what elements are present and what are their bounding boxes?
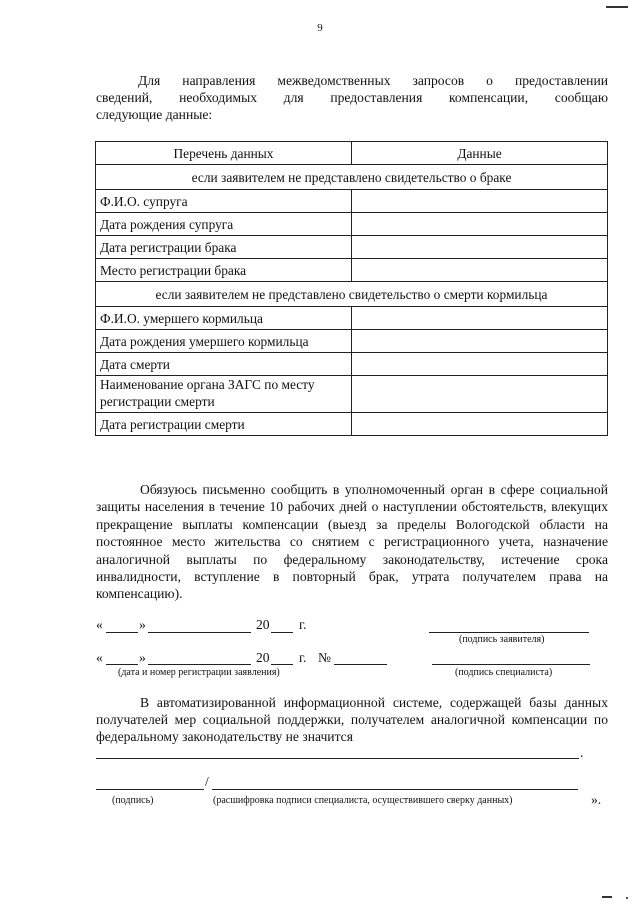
row-value-cell[interactable] (352, 353, 608, 376)
applicant-signature-caption: (подпись заявителя) (459, 634, 545, 645)
table-row (96, 213, 608, 236)
row-label: Дата рождения умершего кормильца (96, 330, 352, 353)
table-row (96, 330, 608, 353)
row-value-cell[interactable] (352, 213, 608, 236)
row-value-cell[interactable] (352, 307, 608, 330)
section-title-marriage: если заявителем не представлено свидетельство о браке (96, 165, 608, 190)
data-table (95, 141, 608, 436)
table-row (96, 413, 608, 436)
row-label: Ф.И.О. умершего кормильца (96, 307, 352, 330)
intro-line-2: сведений, необходимых для предоставления компенсации, сообщаю (96, 90, 608, 105)
table-header-row (96, 142, 608, 165)
date1-close-quote: » (139, 617, 146, 632)
intro-line-3: следующие данные: (96, 107, 213, 122)
page-number: 9 (317, 22, 323, 34)
closing-quote: ». (591, 792, 602, 807)
header-list-of-data: Перечень данных (96, 142, 352, 165)
registration-number-field[interactable] (334, 664, 387, 665)
signature-decoding-field[interactable] (212, 789, 578, 790)
scan-mark-top (606, 6, 628, 8)
scan-dot (626, 897, 628, 899)
table-row (96, 307, 608, 330)
specialist-signature-caption: (подпись специалиста) (455, 667, 553, 678)
intro-paragraph (96, 72, 608, 123)
date2-year-field[interactable] (271, 664, 293, 665)
table-row (96, 259, 608, 282)
row-label: Дата регистрации смерти (96, 413, 352, 436)
date1-day-field[interactable] (106, 632, 138, 633)
date2-open-quote: « (96, 650, 103, 665)
date1-year-field[interactable] (271, 632, 293, 633)
date2-day-field[interactable] (106, 664, 138, 665)
row-label: Место регистрации брака (96, 259, 352, 282)
number-sign: № (318, 650, 331, 665)
row-label: Наименование органа ЗАГС по месту регистрации смерти (96, 376, 352, 413)
intro-line-1: Для направления межведомственных запросов о предоставлении (138, 73, 608, 88)
table-row (96, 353, 608, 376)
row-value-cell[interactable] (352, 236, 608, 259)
date2-caption: (дата и номер регистрации заявления) (118, 667, 280, 678)
verification-text: В автоматизированной информационной системе, содержащей базы данных получателей мер социальной поддержки, получателем аналогичной компенсации по федеральному законодательству не значится (96, 695, 608, 744)
verification-paragraph (96, 694, 608, 745)
scan-mark-bottom (602, 896, 612, 898)
section-title-death: если заявителем не представлено свидетельство о смерти кормильца (96, 282, 608, 307)
row-label: Дата регистрации брака (96, 236, 352, 259)
obligation-paragraph (96, 481, 608, 603)
caption-signature: (подпись) (112, 795, 154, 806)
header-data: Данные (352, 142, 608, 165)
date1-open-quote: « (96, 617, 103, 632)
date1-year-prefix: 20 (256, 617, 270, 632)
verification-end: . (580, 745, 584, 760)
row-value-cell[interactable] (352, 190, 608, 213)
row-label: Ф.И.О. супруга (96, 190, 352, 213)
section-row-death (96, 282, 608, 307)
slash-separator: / (205, 774, 209, 789)
date1-month-field[interactable] (148, 632, 251, 633)
table-row (96, 190, 608, 213)
caption-decoding: (расшифровка подписи специалиста, осуществившего сверку данных) (213, 795, 513, 806)
date1-year-suffix: г. (299, 617, 307, 632)
verification-continuation-line[interactable] (96, 758, 579, 759)
row-value-cell[interactable] (352, 330, 608, 353)
row-value-cell[interactable] (352, 413, 608, 436)
specialist-signature-field[interactable] (96, 789, 204, 790)
row-label: Дата рождения супруга (96, 213, 352, 236)
date2-year-prefix: 20 (256, 650, 270, 665)
row-label: Дата смерти (96, 353, 352, 376)
specialist-signature-line[interactable] (432, 664, 590, 665)
table-row (96, 376, 608, 413)
row-value-cell[interactable] (352, 259, 608, 282)
date2-close-quote: » (139, 650, 146, 665)
table-row (96, 236, 608, 259)
section-row-marriage (96, 165, 608, 190)
date2-month-field[interactable] (148, 664, 251, 665)
applicant-signature-line[interactable] (429, 632, 589, 633)
row-value-cell[interactable] (352, 376, 608, 413)
date2-year-suffix: г. (299, 650, 307, 665)
obligation-text: Обязуюсь письменно сообщить в уполномоченный орган в сфере социальной защиты населения в течение 10 рабочих дней о наступлении обстоятельств, влекущих прекращение выплаты компенсации (выезд за пределы Вологодской области на постоянное место жительства со снятием с регистрационного учета, назначение аналогичной выплаты по федеральному законодательству, истечение срока инвалидности, вступление в повторный брак, утрата получателем права на компенсацию). (96, 482, 608, 602)
